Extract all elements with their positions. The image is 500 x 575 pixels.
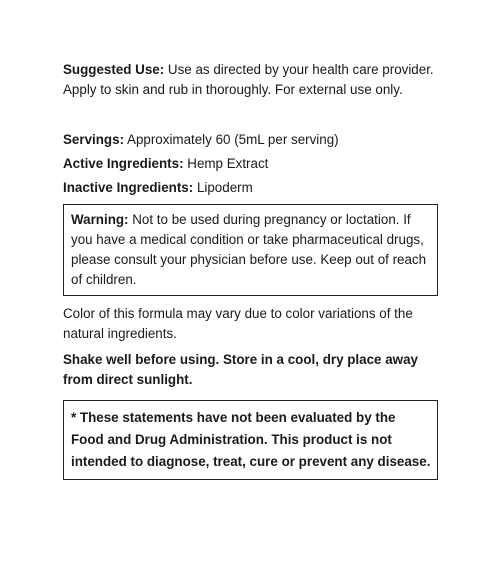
active-ingredients-label: Active Ingredients: [63, 156, 184, 171]
suggested-use-paragraph [63, 60, 441, 100]
warning-text: Not to be used during pregnancy or loctation. If you have a medical condition or take pharmaceutical drugs, please consult your physician before use. Keep out of reach of children. [71, 212, 427, 287]
warning-label: Warning: [71, 212, 129, 227]
servings-line [63, 130, 441, 150]
inactive-ingredients-text: Lipoderm [193, 180, 253, 195]
inactive-ingredients-line [63, 178, 441, 198]
warning-paragraph [71, 210, 431, 290]
label-text-panel [63, 60, 441, 480]
active-ingredients-line [63, 154, 441, 174]
color-variation-note: Color of this formula may vary due to color variations of the natural ingredients. [63, 306, 413, 341]
warning-box [63, 204, 438, 296]
inactive-ingredients-label: Inactive Ingredients: [63, 180, 194, 195]
fda-disclaimer-box [63, 400, 438, 480]
servings-text: Approximately 60 (5mL per serving) [124, 132, 339, 147]
storage-instructions: Shake well before using. Store in a cool, dry place away from direct sunlight. [63, 352, 418, 387]
suggested-use-label: Suggested Use: [63, 62, 165, 77]
servings-label: Servings: [63, 132, 125, 147]
active-ingredients-text: Hemp Extract [183, 156, 269, 171]
fda-disclaimer-text: * These statements have not been evaluated by the Food and Drug Administration. This product is not intended to diagnose, treat, cure or prevent any disease. [71, 410, 431, 469]
suggested-use-text: Use as directed by your health care provider. Apply to skin and rub in thoroughly. For external use only. [63, 62, 434, 97]
